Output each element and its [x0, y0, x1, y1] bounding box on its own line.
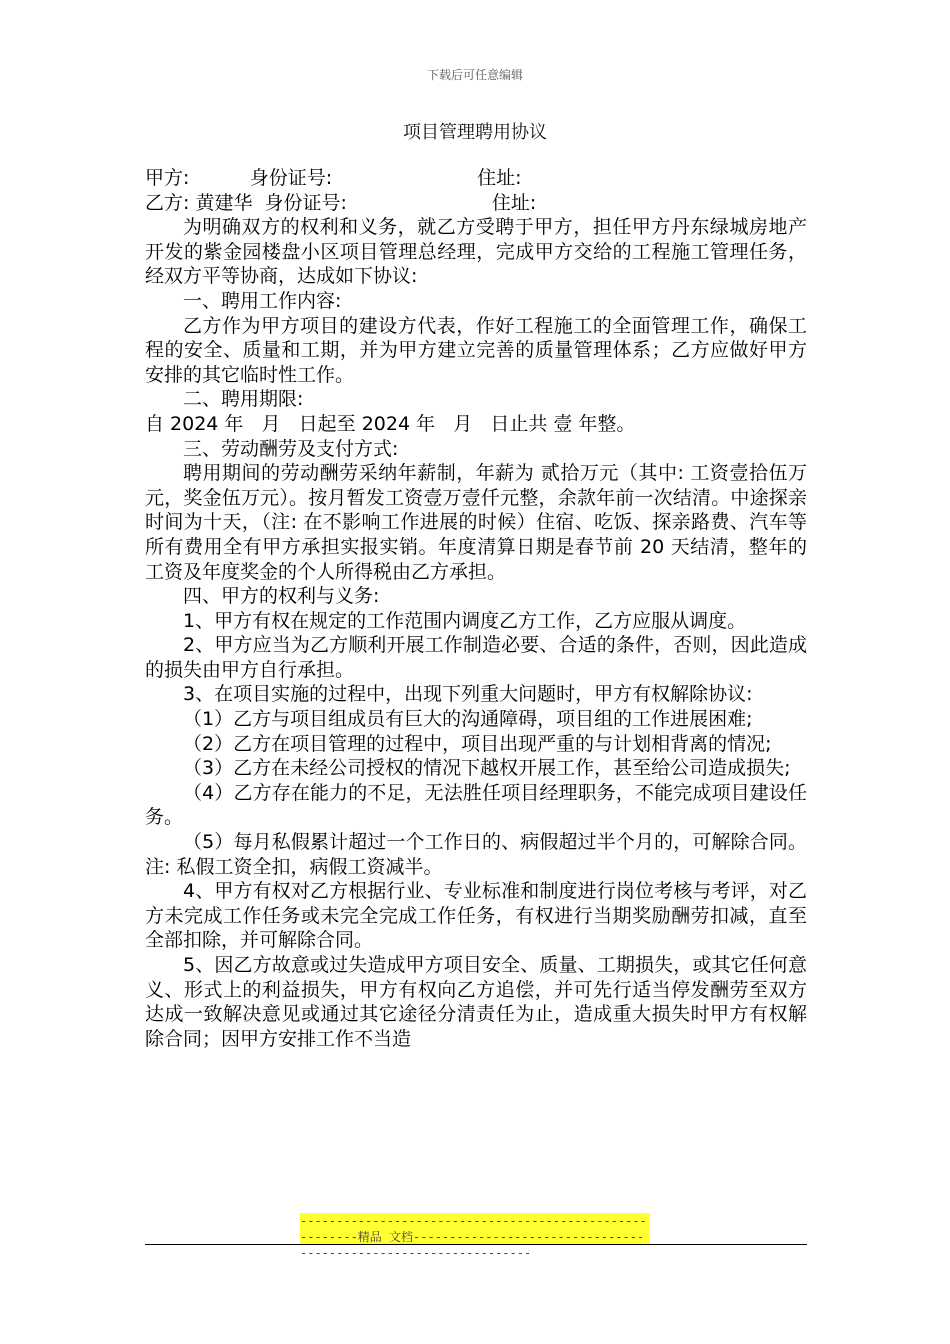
- clause: 5、因乙方故意或过失造成甲方项目安全、质量、工期损失，或其它任何意义、形式上的利益损失，甲方有权向乙方追偿，并可先行适当停发酬劳至双方达成一致解决意见或通过其它途径分清责任为止，造成重大损失时甲方有权解除合同；因甲方安排工作不当造: [145, 954, 807, 1050]
- clause: 2、甲方应当为乙方顺利开展工作制造必要、合适的条件，否则，因此造成的损失由甲方自行承担。: [145, 634, 807, 681]
- clause: 4、甲方有权对乙方根据行业、专业标准和制度进行岗位考核与考评，对乙方未完成工作任务或未完全完成工作任务，有权进行当期奖励酬劳扣减，直至全部扣除，并可解除合同。: [145, 880, 807, 952]
- footer-divider: [145, 1244, 807, 1245]
- document-body: [145, 166, 807, 1051]
- paragraph: 为明确双方的权利和义务，就乙方受聘于甲方，担任甲方丹东绿城房地产开发的紫金园楼盘小区项目管理总经理，完成甲方交给的工程施工管理任务，经双方平等协商，达成如下协议:: [145, 216, 807, 288]
- sub-clause: （2）乙方在项目管理的过程中，项目出现严重的与计划相背离的情况;: [183, 732, 772, 755]
- document-title: 项目管理聘用协议: [403, 122, 547, 143]
- party-b-line: 乙方: 黄建华 身份证号: 住址:: [145, 191, 537, 214]
- section-heading: 二、聘用期限:: [183, 388, 304, 411]
- footer-watermark: --------------------------------------------------------精品 文档----------------------------------------------------------------: [300, 1213, 650, 1245]
- term-line: 自 2024 年 月 日起至 2024 年 月 日止共 壹 年整。: [145, 412, 636, 435]
- sub-clause: （5）每月私假累计超过一个工作日的、病假超过半个月的，可解除合同。注: 私假工资全扣，病假工资减半。: [145, 831, 807, 878]
- sub-clause: （1）乙方与项目组成员有巨大的沟通障碍，项目组的工作进展困难;: [183, 708, 753, 731]
- paragraph: 乙方作为甲方项目的建设方代表，作好工程施工的全面管理工作，确保工程的安全、质量和工期，并为甲方建立完善的质量管理体系；乙方应做好甲方安排的其它临时性工作。: [145, 314, 807, 386]
- party-a-line: 甲方: 身份证号: 住址:: [145, 167, 522, 189]
- paragraph: 聘用期间的劳动酬劳采纳年薪制，年薪为 贰拾万元（其中: 工资壹拾伍万元，奖金伍万元）。按月暂发工资壹万壹仟元整，余款年前一次结清。中途探亲时间为十天，（注: 在不影响工作进展的时候）住宿、吃饭、探亲路费、汽车等所有费用全有甲方承担实报实销。年度清算日期是春节前 20 天结清，整年的工资及年度奖金的个人所得税由乙方承担。: [145, 462, 807, 583]
- clause: 3、在项目实施的过程中，出现下列重大问题时，甲方有权解除协议:: [183, 683, 753, 706]
- section-heading: 三、劳动酬劳及支付方式:: [183, 437, 399, 460]
- sub-clause: （4）乙方存在能力的不足，无法胜任项目经理职务，不能完成项目建设任务。: [145, 781, 807, 829]
- clause: 1、甲方有权在规定的工作范围内调度乙方工作，乙方应服从调度。: [183, 609, 747, 632]
- page-header: 下载后可任意编辑: [426, 68, 523, 82]
- section-heading: 一、聘用工作内容:: [183, 289, 342, 312]
- sub-clause: （3）乙方在未经公司授权的情况下越权开展工作，甚至给公司造成损失;: [183, 757, 791, 780]
- section-heading: 四、甲方的权利与义务:: [183, 585, 380, 608]
